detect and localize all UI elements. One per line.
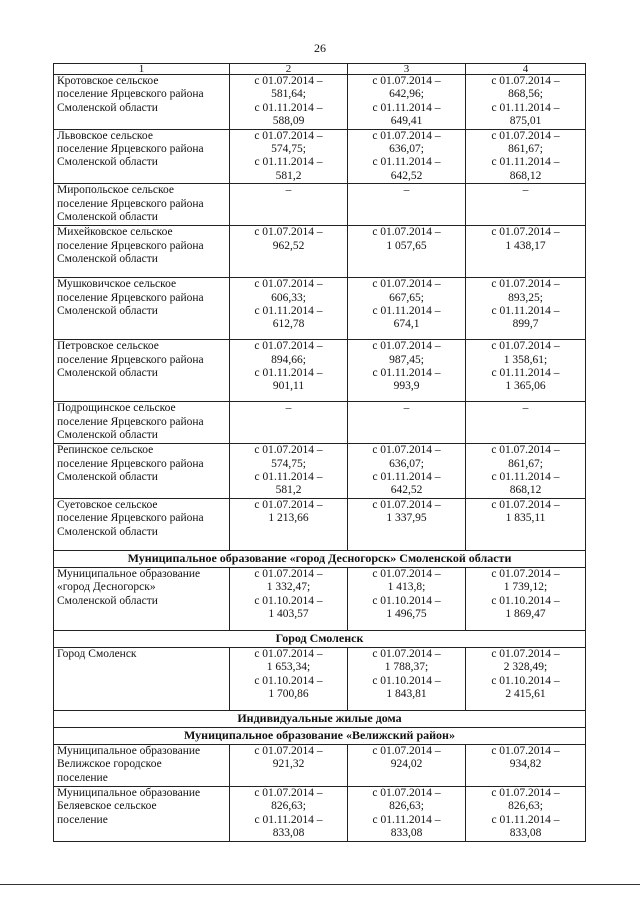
tariff-line: с 01.07.2014 – — [372, 444, 441, 457]
tariff-line: 826,63; — [389, 800, 424, 813]
tariff-line: 962,52 — [272, 239, 305, 252]
tariff-line: 868,56; — [508, 88, 543, 101]
municipality-name — [54, 184, 230, 226]
tariff-line: 1 213,66 — [268, 512, 309, 525]
tariff-line: с 01.07.2014 – — [254, 129, 323, 142]
column-number-row — [54, 64, 586, 75]
tariff-line: с 01.07.2014 – — [372, 567, 441, 580]
tariff-line: с 01.10.2014 – — [491, 674, 560, 687]
tariff-line: 667,65; — [389, 291, 424, 304]
tariff-cell — [348, 498, 466, 550]
tariff-line: 606,33; — [271, 291, 306, 304]
page-number: 26 — [314, 41, 326, 55]
tariff-line: 1 788,37; — [384, 661, 429, 674]
tariff-line: 833,08 — [272, 827, 305, 840]
tariff-line: 1 653,34; — [266, 661, 311, 674]
tariff-line: с 01.11.2014 – — [491, 367, 560, 380]
municipality-name — [54, 567, 230, 630]
name-line: Кротовское сельское — [57, 75, 159, 87]
tariff-line: – — [522, 184, 529, 197]
tariff-line: 642,52 — [390, 169, 423, 182]
tariff-line: 826,63; — [508, 800, 543, 813]
column-number: 3 — [348, 64, 466, 75]
tariff-line: с 01.11.2014 – — [372, 101, 441, 114]
tariff-cell — [230, 226, 348, 278]
column-number: 1 — [54, 64, 230, 75]
name-line: Смоленской области — [57, 429, 158, 442]
tariff-line: 833,08 — [390, 827, 423, 840]
name-line: Мушковичское сельское — [57, 278, 177, 291]
tariff-line: 987,45; — [389, 353, 424, 366]
tariff-cell — [348, 402, 466, 444]
tariff-line: с 01.10.2014 – — [491, 594, 560, 607]
tariff-line: 1 358,61; — [503, 353, 548, 366]
tariff-line: с 01.11.2014 – — [372, 813, 441, 826]
name-line: поселение Ярцевского района — [57, 353, 204, 366]
tariff-line: – — [285, 184, 292, 197]
table-row — [54, 444, 586, 499]
table-row — [54, 647, 586, 710]
name-line: поселение — [57, 771, 108, 784]
section-header-row — [54, 710, 586, 727]
tariff-line: с 01.11.2014 – — [372, 305, 441, 318]
municipality-name — [54, 278, 230, 340]
tariff-line: с 01.07.2014 – — [254, 444, 323, 457]
tariff-line: 861,67; — [508, 143, 543, 156]
name-line: Петровское сельское — [57, 340, 159, 353]
name-line: Подрощинское сельское — [57, 402, 176, 415]
municipality-name — [54, 226, 230, 278]
name-line: поселение Ярцевского района — [57, 239, 204, 252]
tariff-cell — [466, 444, 586, 499]
tariff-cell — [466, 647, 586, 710]
tariff-line: с 01.07.2014 – — [372, 498, 441, 511]
name-line: Смоленской области — [57, 471, 158, 484]
section-header-row — [54, 727, 586, 744]
tariff-cell — [466, 498, 586, 550]
tariff-line: 924,02 — [390, 758, 423, 771]
name-line: Беляевское сельское — [57, 800, 157, 813]
tariff-line: с 01.11.2014 – — [254, 305, 323, 318]
tariff-line: с 01.07.2014 – — [491, 75, 560, 87]
tariff-cell — [230, 129, 348, 184]
tariff-line: 894,66; — [271, 353, 306, 366]
section-title: Муниципальное образование «город Десногорск» Смоленской области — [54, 550, 586, 567]
tariff-line: с 01.07.2014 – — [372, 340, 441, 353]
tariff-table — [53, 63, 586, 842]
tariff-line: с 01.07.2014 – — [254, 278, 323, 291]
tariff-cell — [348, 129, 466, 184]
tariff-line: с 01.11.2014 – — [491, 156, 560, 169]
tariff-line: 649,41 — [390, 115, 423, 128]
table-row — [54, 278, 586, 340]
tariff-line: с 01.11.2014 – — [491, 305, 560, 318]
table-row — [54, 498, 586, 550]
municipality-name — [54, 129, 230, 184]
municipality-name — [54, 744, 230, 786]
table-row — [54, 184, 586, 226]
column-number: 2 — [230, 64, 348, 75]
tariff-line: с 01.11.2014 – — [491, 471, 560, 484]
tariff-cell — [348, 444, 466, 499]
tariff-line: 1 413,8; — [387, 581, 426, 594]
tariff-line: 574,75; — [271, 143, 306, 156]
table-row — [54, 340, 586, 402]
tariff-line: 1 835,11 — [505, 512, 546, 525]
name-line: Смоленской области — [57, 525, 158, 538]
tariff-line: с 01.11.2014 – — [491, 813, 560, 826]
tariff-cell — [230, 184, 348, 226]
tariff-line: 1 337,95 — [386, 512, 427, 525]
tariff-line: 875,01 — [509, 115, 542, 128]
name-line: поселение — [57, 813, 108, 826]
municipality-name — [54, 647, 230, 710]
tariff-line: 1 365,06 — [505, 380, 546, 393]
section-header-row — [54, 550, 586, 567]
tariff-line: 934,82 — [509, 758, 542, 771]
tariff-line: – — [403, 184, 410, 197]
name-line: Михейковское сельское — [57, 226, 173, 239]
name-line: Муниципальное образование — [57, 744, 201, 757]
tariff-line: 1 057,65 — [386, 239, 427, 252]
tariff-line: с 01.07.2014 – — [372, 75, 441, 87]
name-line: Смоленской области — [57, 367, 158, 380]
tariff-line: с 01.10.2014 – — [254, 594, 323, 607]
tariff-cell — [230, 444, 348, 499]
tariff-cell — [466, 340, 586, 402]
tariff-line: 581,2 — [275, 484, 302, 497]
tariff-cell — [348, 340, 466, 402]
name-line: поселение Ярцевского района — [57, 291, 204, 304]
tariff-line: 642,96; — [389, 88, 424, 101]
tariff-cell — [466, 278, 586, 340]
tariff-line: 861,67; — [508, 457, 543, 470]
tariff-cell — [230, 498, 348, 550]
tariff-line: с 01.11.2014 – — [254, 101, 323, 114]
tariff-line: 921,32 — [272, 758, 305, 771]
tariff-cell — [230, 278, 348, 340]
tariff-cell — [230, 567, 348, 630]
tariff-line: с 01.07.2014 – — [254, 567, 323, 580]
tariff-line: – — [403, 402, 410, 415]
tariff-line: 868,12 — [509, 169, 542, 182]
tariff-line: 826,63; — [271, 800, 306, 813]
tariff-line: с 01.07.2014 – — [372, 278, 441, 291]
table-row — [54, 744, 586, 786]
name-line: поселение Ярцевского района — [57, 88, 204, 101]
tariff-line: с 01.07.2014 – — [491, 340, 560, 353]
tariff-line: 636,07; — [389, 457, 424, 470]
tariff-line: – — [285, 402, 292, 415]
tariff-line: 1 496,75 — [386, 608, 427, 621]
tariff-line: с 01.07.2014 – — [491, 498, 560, 511]
tariff-line: с 01.11.2014 – — [254, 367, 323, 380]
tariff-cell — [348, 786, 466, 841]
tariff-line: 642,52 — [390, 484, 423, 497]
tariff-line: с 01.11.2014 – — [372, 471, 441, 484]
table-row — [54, 786, 586, 841]
tariff-line: с 01.07.2014 – — [491, 786, 560, 799]
municipality-name — [54, 402, 230, 444]
page-bottom-rule — [0, 884, 640, 885]
tariff-line: 1 843,81 — [386, 688, 427, 701]
tariff-line: 1 869,47 — [505, 608, 546, 621]
tariff-cell — [348, 226, 466, 278]
tariff-cell — [230, 75, 348, 130]
tariff-line: с 01.10.2014 – — [372, 674, 441, 687]
tariff-line: 868,12 — [509, 484, 542, 497]
tariff-line: 574,75; — [271, 457, 306, 470]
tariff-line: 893,25; — [508, 291, 543, 304]
table-row — [54, 226, 586, 278]
tariff-line: с 01.10.2014 – — [372, 594, 441, 607]
name-line: Велижское городское — [57, 758, 162, 771]
tariff-line: с 01.07.2014 – — [491, 129, 560, 142]
name-line: поселение Ярцевского района — [57, 197, 204, 210]
tariff-line: с 01.11.2014 – — [372, 367, 441, 380]
tariff-cell — [466, 129, 586, 184]
table-row — [54, 402, 586, 444]
tariff-cell — [466, 75, 586, 130]
tariff-line: 1 403,57 — [268, 608, 309, 621]
table-row — [54, 129, 586, 184]
tariff-line: 1 438,17 — [505, 239, 546, 252]
tariff-line: с 01.07.2014 – — [254, 786, 323, 799]
tariff-line: 2 328,49; — [503, 661, 548, 674]
tariff-line: 581,2 — [275, 169, 302, 182]
name-line: Смоленской области — [57, 101, 158, 114]
section-header-row — [54, 630, 586, 647]
tariff-cell — [230, 340, 348, 402]
tariff-line: с 01.07.2014 – — [491, 278, 560, 291]
tariff-cell — [466, 402, 586, 444]
section-title: Муниципальное образование «Велижский район» — [54, 727, 586, 744]
name-line: Миропольское сельское — [57, 184, 175, 197]
tariff-line: с 01.10.2014 – — [254, 674, 323, 687]
tariff-line: 636,07; — [389, 143, 424, 156]
name-line: Смоленской области — [57, 305, 158, 318]
table-row — [54, 75, 586, 130]
tariff-line: с 01.07.2014 – — [254, 340, 323, 353]
tariff-cell — [230, 402, 348, 444]
tariff-cell — [348, 75, 466, 130]
tariff-cell — [230, 647, 348, 710]
tariff-line: с 01.07.2014 – — [372, 226, 441, 239]
name-line: Город Смоленск — [57, 647, 137, 660]
tariff-line: с 01.11.2014 – — [254, 471, 323, 484]
municipality-name — [54, 75, 230, 130]
tariff-cell — [348, 744, 466, 786]
tariff-line: 2 415,61 — [505, 688, 546, 701]
name-line: Смоленской области — [57, 156, 158, 169]
tariff-line: с 01.07.2014 – — [491, 647, 560, 660]
tariff-cell — [466, 786, 586, 841]
tariff-cell — [348, 567, 466, 630]
tariff-line: 899,7 — [512, 318, 539, 331]
tariff-line: 1 739,12; — [503, 581, 548, 594]
name-line: Смоленской области — [57, 594, 158, 607]
name-line: Суетовское сельское — [57, 498, 158, 511]
tariff-line: 1 700,86 — [268, 688, 309, 701]
name-line: Репинское сельское — [57, 444, 154, 457]
tariff-cell — [230, 744, 348, 786]
municipality-name — [54, 340, 230, 402]
section-title: Индивидуальные жилые дома — [54, 710, 586, 727]
tariff-line: 588,09 — [272, 115, 305, 128]
tariff-cell — [348, 184, 466, 226]
tariff-cell — [348, 278, 466, 340]
tariff-cell — [466, 567, 586, 630]
name-line: поселение Ярцевского района — [57, 143, 204, 156]
tariff-line: 581,64; — [271, 88, 306, 101]
tariff-line: 833,08 — [509, 827, 542, 840]
municipality-name — [54, 444, 230, 499]
tariff-cell — [466, 744, 586, 786]
tariff-line: с 01.11.2014 – — [254, 813, 323, 826]
name-line: «город Десногорск» — [57, 581, 156, 594]
tariff-cell — [466, 226, 586, 278]
tariff-line: с 01.07.2014 – — [491, 444, 560, 457]
tariff-line: с 01.07.2014 – — [491, 567, 560, 580]
tariff-line: с 01.07.2014 – — [491, 744, 560, 757]
tariff-line: с 01.07.2014 – — [372, 786, 441, 799]
tariff-line: с 01.07.2014 – — [254, 647, 323, 660]
tariff-line: с 01.07.2014 – — [254, 744, 323, 757]
tariff-cell — [230, 786, 348, 841]
table-row — [54, 567, 586, 630]
name-line: поселение Ярцевского района — [57, 457, 204, 470]
tariff-line: с 01.07.2014 – — [372, 744, 441, 757]
tariff-line: с 01.07.2014 – — [254, 75, 323, 87]
tariff-line: 1 332,47; — [266, 581, 311, 594]
name-line: Львовское сельское — [57, 129, 153, 142]
tariff-line: с 01.11.2014 – — [372, 156, 441, 169]
tariff-line: – — [522, 402, 529, 415]
name-line: Смоленской области — [57, 253, 158, 266]
tariff-line: 901,11 — [272, 380, 305, 393]
tariff-cell — [348, 647, 466, 710]
tariff-line: с 01.07.2014 – — [254, 226, 323, 239]
name-line: поселение Ярцевского района — [57, 512, 204, 525]
tariff-line: 612,78 — [272, 318, 305, 331]
tariff-line: 674,1 — [393, 318, 420, 331]
tariff-line: с 01.07.2014 – — [372, 129, 441, 142]
tariff-line: с 01.11.2014 – — [491, 101, 560, 114]
name-line: Смоленской области — [57, 211, 158, 224]
name-line: Муниципальное образование — [57, 567, 201, 580]
municipality-name — [54, 498, 230, 550]
tariff-cell — [466, 184, 586, 226]
tariff-line: с 01.11.2014 – — [254, 156, 323, 169]
column-number: 4 — [466, 64, 586, 75]
tariff-line: 993,9 — [393, 380, 420, 393]
tariff-line: с 01.07.2014 – — [372, 647, 441, 660]
municipality-name — [54, 786, 230, 841]
section-title: Город Смоленск — [54, 630, 586, 647]
name-line: Муниципальное образование — [57, 786, 201, 799]
tariff-line: с 01.07.2014 – — [254, 498, 323, 511]
name-line: поселение Ярцевского района — [57, 415, 204, 428]
tariff-line: с 01.07.2014 – — [491, 226, 560, 239]
